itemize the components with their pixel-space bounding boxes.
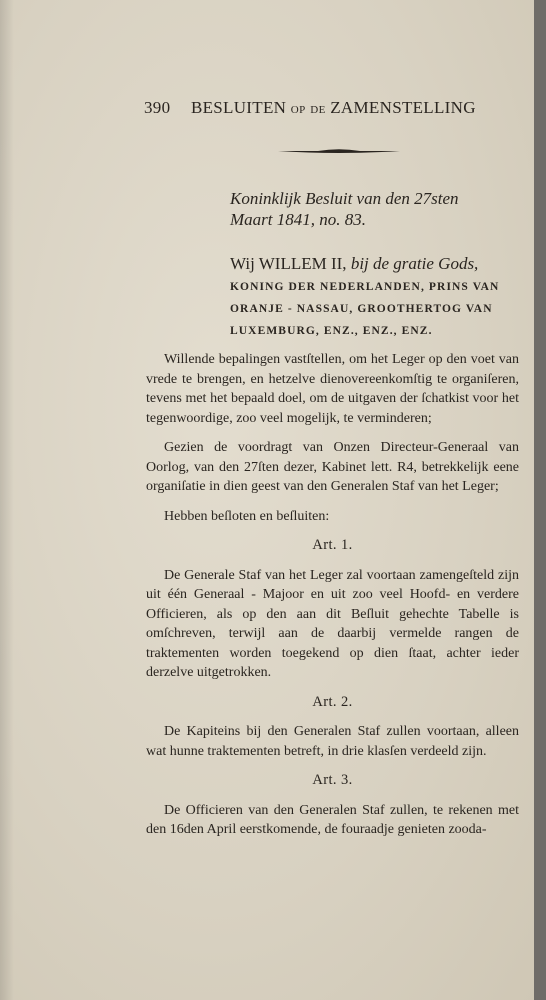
article-3-heading: Art. 3. bbox=[312, 772, 353, 788]
decorative-rule bbox=[278, 148, 400, 154]
article-1-text: De Generale Staf van het Leger zal voortaan zamengeſteld zijn uit één Generaal - Majoor en uit zoo veel Hoofd- en verdere Officieren, als op den aan dit Beſluit gehechte Tabelle is omſchreven, terwijl aan de daarbij vermelde rangen de traktementen worden toegekend op dien ſtaat, achter ieder derzelve uitgetrokken. bbox=[146, 567, 519, 680]
paragraph-willende: Willende bepalingen vastſtellen, om het Leger op den voet van vrede te brengen, en hetzelve dienovereenkomſtig te organiſeren, tevens met het bepaald doel, om de uitgaven der ſchatkist voor het tegenwoordige, zoo veel mogelijk, te verminderen; bbox=[146, 352, 519, 426]
article-2-text: De Kapiteins bij den Generalen Staf zullen voortaan, alleen wat hunne traktementen betreft, in drie klasſen verdeeld zijn. bbox=[146, 724, 519, 759]
royal-intro bbox=[230, 252, 530, 342]
article-1-heading: Art. 1. bbox=[312, 537, 353, 553]
paragraph-gezien: Gezien de voordragt van Onzen Directeur-Generaal van Oorlog, van den 27ſten dezer, Kabinet lett. R4, betrekkelijk eene organiſatie in dien geest van den Generalen Staf van het Leger; bbox=[146, 440, 519, 494]
article-3-text: De Officieren van den Generalen Staf zullen, te rekenen met den 16den April eerstkomende, de fouraadje genieten zooda- bbox=[146, 802, 519, 837]
scan-background-edge bbox=[534, 0, 546, 1000]
royal-titles-line-3: LUXEMBURG, ENZ., ENZ., ENZ. bbox=[230, 325, 433, 337]
paragraph-hebben: Hebben beſloten en beſluiten: bbox=[164, 508, 330, 524]
intro-gratie: bij de gratie Gods, bbox=[350, 254, 479, 273]
page-number: 390 bbox=[144, 98, 171, 117]
article-2-heading: Art. 2. bbox=[312, 693, 353, 710]
header-title-part2: ZAMENSTELLING bbox=[330, 98, 476, 117]
decree-line-1: Koninklijk Besluit van den 27sten bbox=[230, 189, 459, 208]
running-header bbox=[144, 98, 494, 118]
decree-title bbox=[230, 188, 530, 230]
header-title-op: OP bbox=[290, 104, 306, 116]
royal-titles-line-1: KONING DER NEDERLANDEN, PRINS VAN bbox=[230, 281, 500, 293]
royal-titles-line-2: ORANJE - NASSAU, GROOTHERTOG VAN bbox=[230, 303, 493, 315]
decree-body bbox=[146, 350, 519, 850]
header-title-part1: BESLUITEN bbox=[190, 98, 287, 117]
header-title-de: DE bbox=[310, 104, 326, 116]
decree-line-2: Maart 1841, no. 83. bbox=[230, 210, 366, 229]
intro-wij: Wij WILLEM II, bbox=[230, 254, 347, 273]
binding-shadow bbox=[0, 0, 14, 1000]
